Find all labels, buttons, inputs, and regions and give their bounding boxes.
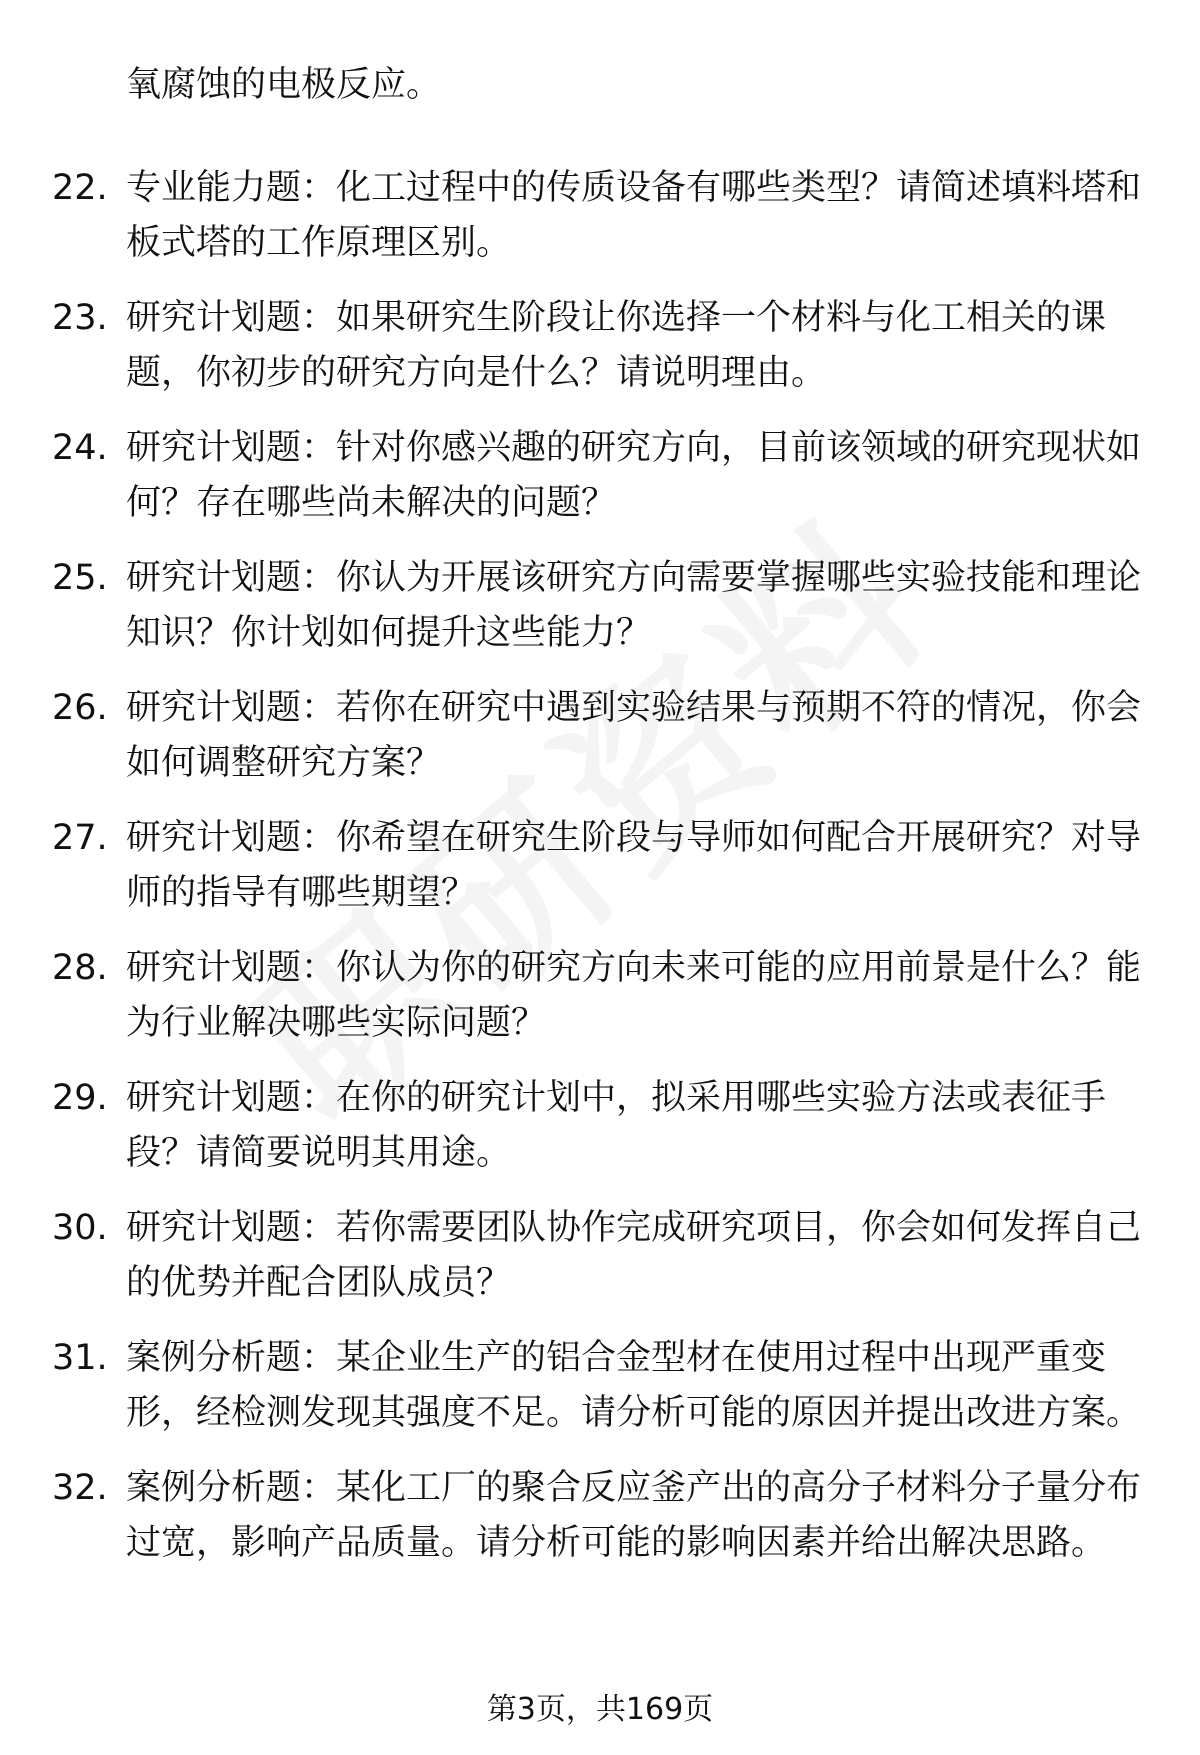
question-number: 31. xyxy=(52,1338,108,1378)
question-number: 28. xyxy=(52,948,108,988)
page-footer: 第3页，共169页 xyxy=(486,1692,714,1727)
question-item xyxy=(52,811,1142,921)
question-item xyxy=(52,1461,1142,1571)
question-item xyxy=(52,161,1142,271)
question-number: 30. xyxy=(52,1208,108,1248)
question-text: 研究计划题：若你在研究中遇到实验结果与预期不符的情况，你会如何调整研究方案？ xyxy=(126,688,1142,783)
continuation-text: 氧腐蚀的电极反应。 xyxy=(126,65,442,105)
question-item xyxy=(52,681,1142,791)
question-item xyxy=(52,1071,1142,1181)
question-number: 26. xyxy=(52,688,108,728)
question-number: 23. xyxy=(52,298,108,338)
question-text: 研究计划题：你认为开展该研究方向需要掌握哪些实验技能和理论知识？你计划如何提升这些能力？ xyxy=(126,558,1142,653)
question-number: 25. xyxy=(52,558,108,598)
question-text: 研究计划题：针对你感兴趣的研究方向，目前该领域的研究现状如何？存在哪些尚未解决的问题？ xyxy=(126,428,1142,523)
question-item xyxy=(52,1331,1142,1441)
question-number: 29. xyxy=(52,1078,108,1118)
question-text: 专业能力题：化工过程中的传质设备有哪些类型？请简述填料塔和板式塔的工作原理区别。 xyxy=(126,168,1142,263)
question-text: 案例分析题：某化工厂的聚合反应釜产出的高分子材料分子量分布过宽，影响产品质量。请分析可能的影响因素并给出解决思路。 xyxy=(126,1468,1142,1563)
question-text: 研究计划题：若你需要团队协作完成研究项目，你会如何发挥自己的优势并配合团队成员？ xyxy=(126,1208,1142,1303)
question-list xyxy=(52,58,1142,1591)
question-item xyxy=(52,1201,1142,1311)
question-text: 案例分析题：某企业生产的铝合金型材在使用过程中出现严重变形，经检测发现其强度不足。请分析可能的原因并提出改进方案。 xyxy=(126,1338,1142,1433)
question-number: 27. xyxy=(52,818,108,858)
question-item xyxy=(52,421,1142,531)
question-text: 研究计划题：你认为你的研究方向未来可能的应用前景是什么？能为行业解决哪些实际问题？ xyxy=(126,948,1142,1043)
question-item xyxy=(52,551,1142,661)
question-item xyxy=(52,291,1142,401)
question-number: 24. xyxy=(52,428,108,468)
question-text: 研究计划题：如果研究生阶段让你选择一个材料与化工相关的课题，你初步的研究方向是什么？请说明理由。 xyxy=(126,298,1107,393)
question-number: 32. xyxy=(52,1468,108,1508)
question-text: 研究计划题：在你的研究计划中，拟采用哪些实验方法或表征手段？请简要说明其用途。 xyxy=(126,1078,1107,1173)
question-item xyxy=(52,941,1142,1051)
question-number: 22. xyxy=(52,168,108,208)
question-text: 研究计划题：你希望在研究生阶段与导师如何配合开展研究？对导师的指导有哪些期望？ xyxy=(126,818,1142,913)
